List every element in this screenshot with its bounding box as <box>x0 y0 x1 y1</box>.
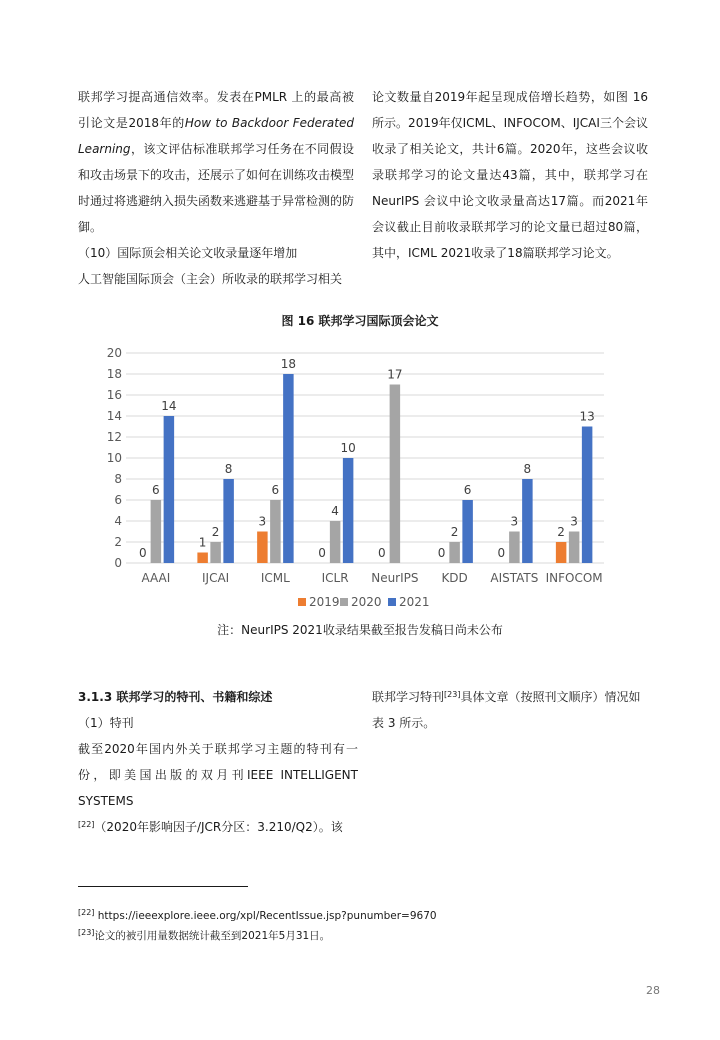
data-label: 1 <box>198 535 207 550</box>
y-tick-label: 2 <box>114 535 122 549</box>
legend-swatch-2020 <box>340 598 348 606</box>
bar-2021-AAAI <box>164 416 175 563</box>
data-label: 2 <box>450 525 459 539</box>
data-label: 2 <box>211 525 220 539</box>
x-tick-label: AISTATS <box>490 571 539 585</box>
y-tick-label: 0 <box>114 556 122 570</box>
bar-2021-ICLR <box>343 458 354 563</box>
data-label: 10 <box>340 441 356 455</box>
data-label: 0 <box>139 546 147 560</box>
data-label: 14 <box>161 399 177 413</box>
x-tick-label: ICLR <box>321 571 349 585</box>
bar-2021-INFOCOM <box>582 427 593 564</box>
subheading-special-issue: （1）特刊 <box>78 716 134 730</box>
bar-2019-ICML <box>257 532 268 564</box>
bar-2020-IJCAI <box>210 542 221 563</box>
bar-2020-INFOCOM <box>569 532 580 564</box>
x-tick-label: AAAI <box>141 571 171 585</box>
legend-swatch-2021 <box>388 598 396 606</box>
bar-2020-ICML <box>270 500 281 563</box>
bar-2019-INFOCOM <box>556 542 567 563</box>
section-left-column <box>78 684 358 840</box>
paper-title: How to Backdoor Federated Learning <box>78 116 354 156</box>
subheading-conference-growth: （10）国际顶会相关论文收录量逐年增加 <box>78 246 298 260</box>
conference-papers-chart <box>76 340 616 616</box>
y-tick-label: 18 <box>106 367 122 381</box>
data-label: 6 <box>152 483 160 497</box>
y-tick-label: 8 <box>114 472 122 486</box>
data-label: 13 <box>579 409 595 424</box>
data-label: 2 <box>557 525 565 539</box>
bar-2020-ICLR <box>330 521 341 563</box>
paragraph-conference-stats: 论文数量自2019年起呈现成倍增长趋势，如图 16 所示。2019年仅ICML、INFOCOM、IJCAI三个会议收录了相关论文，共计6篇。2020年，这些会议收录联邦学习的论文量达43篇，其中，联邦学习在NeurIPS 会议中论文收录量高达17篇。而2021年会议截止目前收录联邦学习的论文量已超过80篇，其中，ICML 2021收录了18篇联邦学习论文。 <box>372 90 648 260</box>
bar-2020-NeurIPS <box>390 385 401 564</box>
paragraph-pmlr: 联邦学习提高通信效率。发表在PMLR 上的最高被引论文是2018年的How to Backdoor Federated Learning，该文评估标准联邦学习任务在不同假设和攻击场景下的攻击，还展示了如何在训练攻击模型时通过将逃避纳入损失函数来逃避基于异常检测的防御。 <box>78 90 355 234</box>
legend-label: 2020 <box>351 595 382 609</box>
data-label: 3 <box>258 514 267 529</box>
data-label: 6 <box>271 483 280 497</box>
y-tick-label: 14 <box>106 409 122 423</box>
right-column <box>372 84 648 266</box>
page-number: 28 <box>646 984 660 997</box>
y-tick-label: 4 <box>114 514 122 528</box>
footnote-22: [22] https://ieeexplore.ieee.org/xpl/RecentIssue.jsp?punumber=9670 <box>78 908 437 922</box>
x-tick-label: KDD <box>441 571 468 585</box>
data-label: 18 <box>280 357 297 371</box>
section-heading: 3.1.3 联邦学习的特刊、书籍和综述 <box>78 690 273 704</box>
bar-2020-AAAI <box>151 500 162 563</box>
section-right-column <box>372 684 648 736</box>
bar-2021-IJCAI <box>223 479 234 563</box>
footnote-divider <box>78 886 248 887</box>
paragraph-conference-intro: 人工智能国际顶会（主会）所收录的联邦学习相关 <box>78 272 343 286</box>
y-tick-label: 6 <box>114 493 122 507</box>
data-label: 8 <box>523 462 532 476</box>
data-label: 0 <box>318 546 326 560</box>
data-label: 6 <box>463 483 472 497</box>
x-tick-label: NeurIPS <box>371 571 419 585</box>
y-tick-label: 12 <box>106 430 122 444</box>
data-label: 0 <box>437 546 446 560</box>
legend-label: 2021 <box>399 595 430 609</box>
x-tick-label: INFOCOM <box>545 571 603 585</box>
footnote-22-link[interactable]: https://ieeexplore.ieee.org/xpl/RecentIssue.jsp?punumber=9670 <box>97 910 437 922</box>
data-label: 0 <box>497 546 506 560</box>
footnote-23: [23]论文的被引用量数据统计截至到2021年5月31日。 <box>78 928 331 942</box>
bar-2021-KDD <box>462 500 473 563</box>
footnote-ref-22[interactable]: [22] <box>78 820 95 829</box>
y-tick-label: 16 <box>106 388 122 402</box>
bar-2020-AISTATS <box>509 532 520 564</box>
paragraph-special-issue: 截至2020年国内外关于联邦学习主题的特刊有一份，即美国出版的双月刊IEEE INTELLIGENT SYSTEMS [22]（2020年影响因子/JCR分区：3.210/Q2）。该 <box>78 742 358 834</box>
data-label: 3 <box>510 514 519 529</box>
footnote-ref-23[interactable]: [23] <box>444 690 461 699</box>
footnotes <box>78 906 638 946</box>
bar-2021-ICML <box>283 374 294 563</box>
data-label: 0 <box>378 546 386 560</box>
legend-label: 2019 <box>309 595 340 609</box>
bar-2019-IJCAI <box>197 553 208 564</box>
data-label: 17 <box>387 367 403 382</box>
x-tick-label: IJCAI <box>202 571 230 585</box>
data-label: 3 <box>570 514 578 529</box>
y-tick-label: 20 <box>106 346 122 360</box>
paragraph-special-issue-cont: 联邦学习特刊[23]具体文章（按照刊文顺序）情况如表 3 所示。 <box>372 690 641 730</box>
data-label: 8 <box>224 462 233 476</box>
data-label: 4 <box>331 504 339 518</box>
left-column <box>78 84 354 292</box>
legend-swatch-2019 <box>298 598 306 606</box>
x-tick-label: ICML <box>260 571 290 585</box>
bar-2021-AISTATS <box>522 479 533 563</box>
figure-title: 图 16 联邦学习国际顶会论文 <box>281 314 439 328</box>
y-tick-label: 10 <box>106 451 122 465</box>
figure-note: 注：NeurIPS 2021收录结果截至报告发稿日尚未公布 <box>217 623 503 637</box>
bar-2020-KDD <box>449 542 460 563</box>
